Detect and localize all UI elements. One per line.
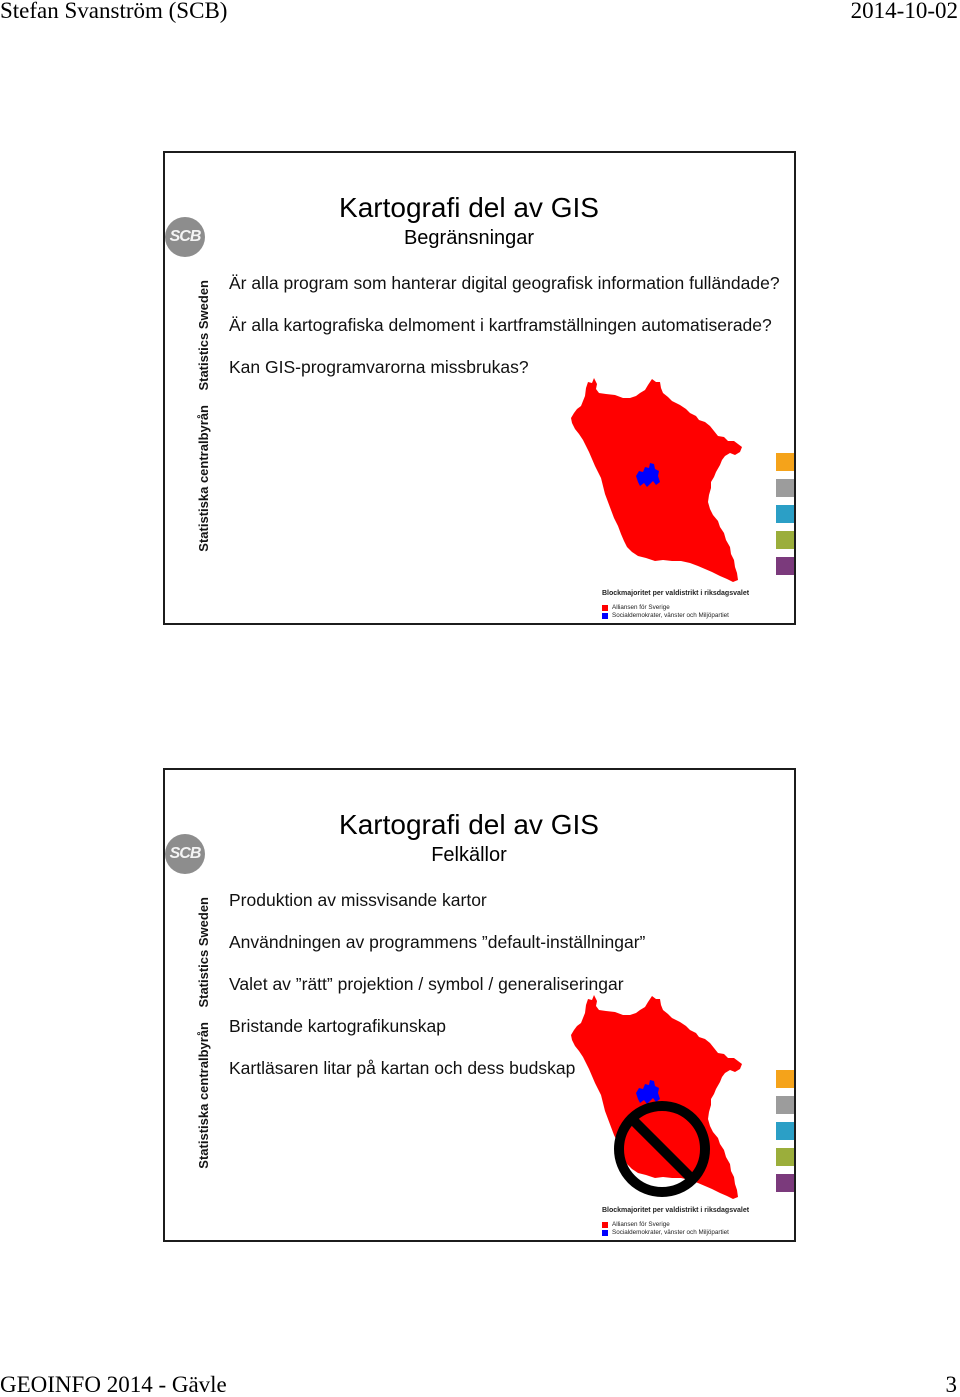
bullet-item: Är alla kartografiska delmoment i kartframställningen automatiserade? [229,315,772,335]
accent-square [776,1174,794,1192]
legend-swatch [602,1230,608,1236]
slide-subtitle: Begränsningar [403,227,535,249]
bullet-item: Kartläsaren litar på kartan och dess budskap [229,1058,576,1078]
accent-square [776,479,794,497]
bullet-item: Användningen av programmens ”default-inställningar” [229,932,646,952]
no-symbol-slash [632,1119,693,1180]
legend-swatch [602,605,608,611]
vertical-brand-sv: Statistiska centralbyrån [196,1022,211,1169]
page-number: 3 [945,1372,957,1397]
legend-swatch [602,1222,608,1228]
legend-label: Alliansen för Sverige [612,1221,670,1228]
accent-square [776,557,794,575]
vertical-brand-en: Statistics Sweden [196,897,211,1008]
page-header-author: Stefan Svanström (SCB) [0,0,228,23]
page-footer-event: GEOINFO 2014 - Gävle [0,1372,227,1397]
slide-subtitle: Felkällor [431,844,507,866]
slide [163,768,796,1242]
slide [163,151,796,625]
legend-item [602,1221,670,1229]
bullet-item: Är alla program som hanterar digital geografisk information fulländade? [229,273,780,293]
vertical-brand-sv: Statistiska centralbyrån [196,405,211,552]
election-map [568,376,743,586]
legend-title: Blockmajoritet per valdistrikt i riksdagsvalet [602,1207,750,1214]
accent-square [776,1122,794,1140]
legend-item [602,1229,729,1237]
accent-square [776,531,794,549]
legend-label: Alliansen för Sverige [612,604,670,611]
legend-item [602,604,670,612]
bullet-item: Bristande kartografikunskap [229,1016,446,1036]
legend-label: Socialdemokrater, vänster och Miljöpartiet [612,612,729,619]
page-header-date: 2014-10-02 [850,0,958,23]
legend-item [602,612,729,620]
accent-square [776,1070,794,1088]
accent-square [776,1148,794,1166]
scb-logo: SCB [165,217,205,257]
accent-square [776,505,794,523]
scb-logo: SCB [165,834,205,874]
legend-swatch [602,613,608,619]
vertical-brand-en: Statistics Sweden [196,280,211,391]
accent-square [776,1096,794,1114]
legend-title: Blockmajoritet per valdistrikt i riksdagsvalet [602,590,750,597]
slide-title: Kartografi del av GIS [339,809,599,840]
bullet-item: Valet av ”rätt” projektion / symbol / generaliseringar [229,974,624,994]
bullet-item: Produktion av missvisande kartor [229,890,487,910]
legend-label: Socialdemokrater, vänster och Miljöpartiet [612,1229,729,1236]
bullet-item: Kan GIS-programvarorna missbrukas? [229,357,529,377]
accent-square [776,453,794,471]
no-symbol-icon [612,1099,712,1199]
slide-title: Kartografi del av GIS [339,192,599,223]
